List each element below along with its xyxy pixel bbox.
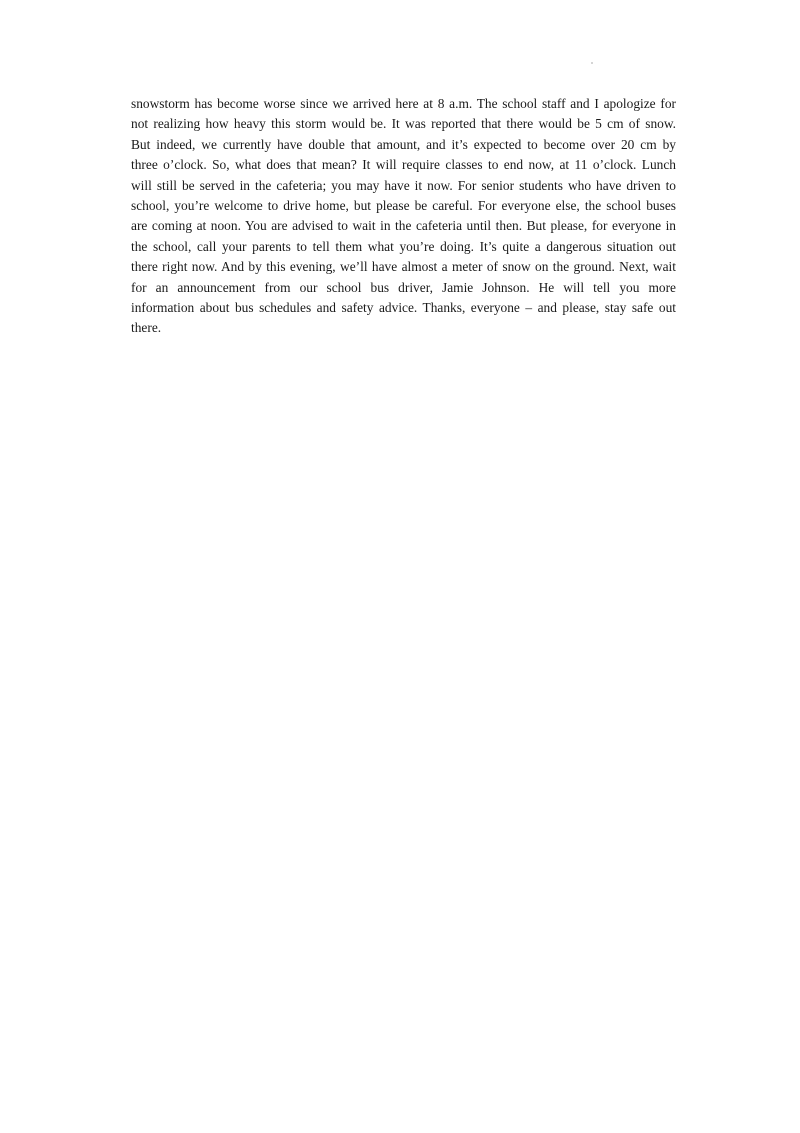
paragraph-line: But indeed, we currently have double that amount, and it’s expected to become over 20 cm by xyxy=(131,136,676,152)
paragraph-line: there. xyxy=(131,320,162,336)
paragraph-line: for an announcement from our school bus driver, Jamie Johnson. He will tell you more xyxy=(131,279,676,295)
paragraph-line: snowstorm has become worse since we arrived here at 8 a.m. The school staff and I apologize for xyxy=(131,96,676,111)
paragraph-line: three o’clock. So, what does that mean? It will require classes to end now, at 11 o’clock. Lunch xyxy=(131,157,676,173)
paragraph-line: information about bus schedules and safety advice. Thanks, everyone – and please, stay safe out xyxy=(131,299,676,315)
paragraph-line: not realizing how heavy this storm would be. It was reported that there would be 5 cm of snow. xyxy=(131,116,676,132)
paragraph-line: the school, call your parents to tell them what you’re doing. It’s quite a dangerous situation out xyxy=(131,238,676,254)
paragraph-line: school, you’re welcome to drive home, but please be careful. For everyone else, the school buses xyxy=(131,197,676,213)
paragraph-line: will still be served in the cafeteria; you may have it now. For senior students who have driven to xyxy=(131,177,676,193)
paragraph-line: are coming at noon. You are advised to wait in the cafeteria until then. But please, for everyone in xyxy=(131,218,676,234)
page-speck xyxy=(591,62,593,64)
announcement-paragraph xyxy=(131,94,676,339)
paragraph-line: there right now. And by this evening, we’ll have almost a meter of snow on the ground. Next, wait xyxy=(131,259,676,275)
